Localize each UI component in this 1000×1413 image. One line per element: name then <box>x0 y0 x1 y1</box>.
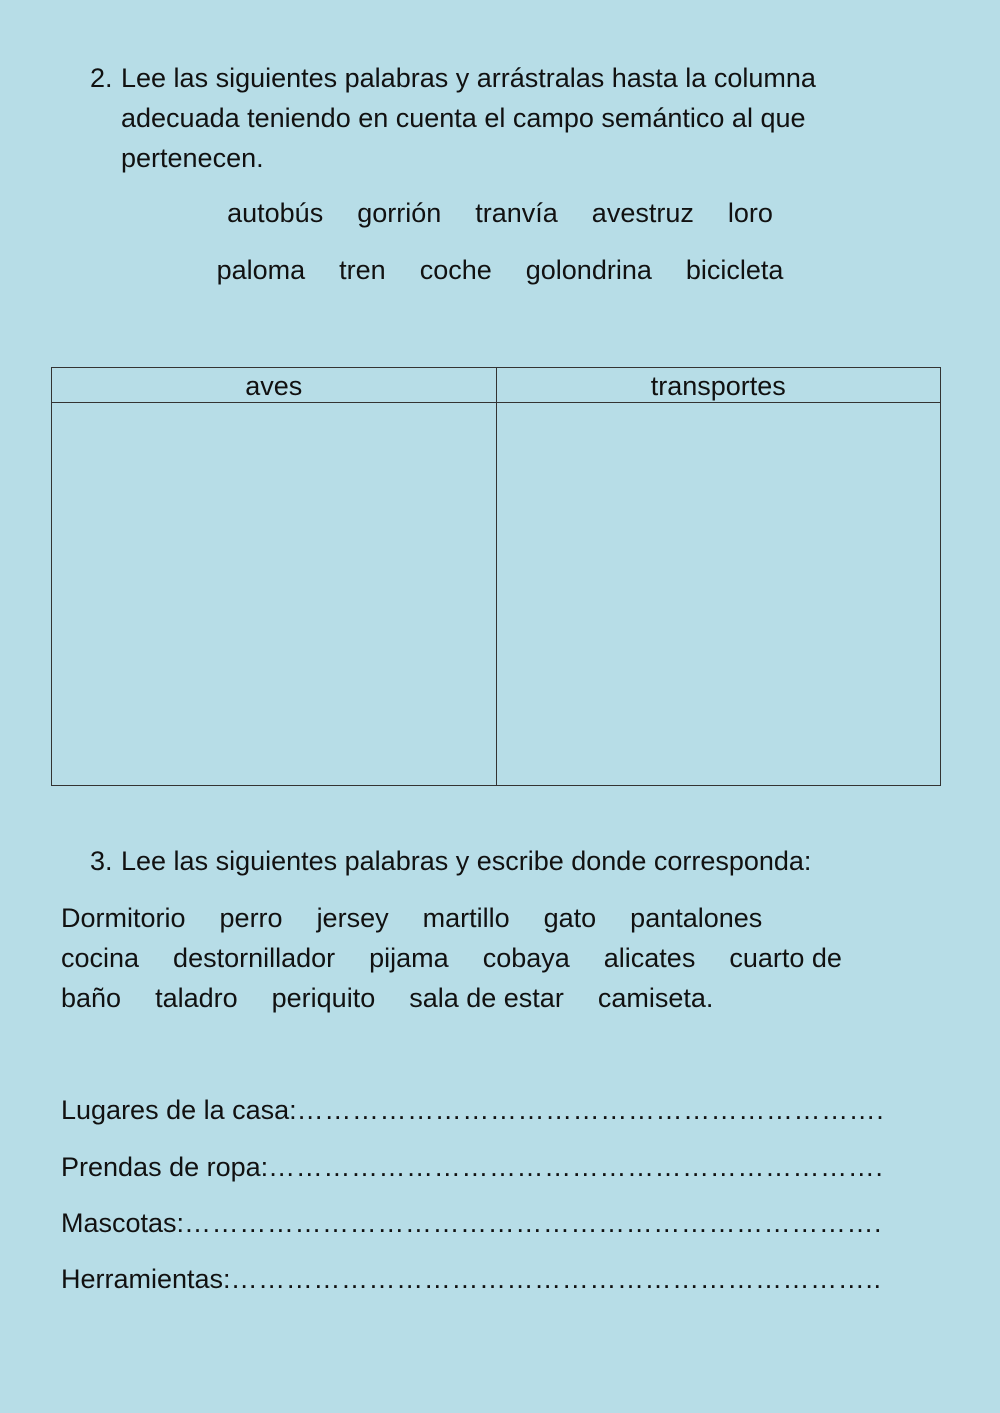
word: periquito <box>271 983 376 1013</box>
word: gato <box>543 903 597 933</box>
word-chip[interactable]: coche <box>419 255 492 285</box>
word-bank-row-2 <box>0 255 1000 286</box>
word-chip[interactable]: tranvía <box>475 198 558 228</box>
answer-blank[interactable]: …………………………………………………………….. <box>230 1264 882 1294</box>
answer-label: Mascotas: <box>61 1208 185 1238</box>
word-line-1 <box>61 898 842 938</box>
word: perro <box>219 903 283 933</box>
word: cocina <box>61 943 140 973</box>
column-transportes <box>496 368 941 785</box>
column-header-aves: aves <box>52 368 496 403</box>
word: jersey <box>316 903 389 933</box>
word: Dormitorio <box>61 903 186 933</box>
answer-herramientas[interactable] <box>61 1264 882 1295</box>
word-line-3 <box>61 978 842 1018</box>
word-chip[interactable]: golondrina <box>525 255 652 285</box>
exercise2-instruction-line-1: Lee las siguientes palabras y arrástralas hasta la columna <box>121 63 816 93</box>
word-chip[interactable]: bicicleta <box>685 255 784 285</box>
exercise2-instruction-line-3: pertenecen. <box>121 143 264 173</box>
word-chip[interactable]: loro <box>727 198 773 228</box>
answer-blank[interactable]: …………………………………………………………………. <box>184 1208 883 1238</box>
answer-label: Prendas de ropa: <box>61 1152 269 1182</box>
answer-label: Herramientas: <box>61 1264 231 1294</box>
word-line-2 <box>61 938 842 978</box>
word: pantalones <box>630 903 763 933</box>
answer-blank[interactable]: …………………………………………………………. <box>268 1152 884 1182</box>
exercise2-instruction-line-2: adecuada teniendo en cuenta el campo semántico al que <box>121 103 806 133</box>
word-chip[interactable]: autobús <box>227 198 324 228</box>
exercise3-instruction: Lee las siguientes palabras y escribe donde corresponda: <box>121 846 812 876</box>
word: taladro <box>155 983 238 1013</box>
word: cobaya <box>482 943 570 973</box>
word: alicates <box>603 943 696 973</box>
word-chip[interactable]: paloma <box>216 255 306 285</box>
exercise3-word-list <box>61 898 842 1018</box>
exercise3-number: 3. <box>90 846 113 876</box>
word: destornillador <box>173 943 336 973</box>
word-chip[interactable]: avestruz <box>591 198 694 228</box>
column-aves <box>52 368 496 785</box>
word: baño <box>61 983 122 1013</box>
answer-blank[interactable]: ………………………………………………………. <box>296 1095 885 1125</box>
word-chip[interactable]: gorrión <box>357 198 442 228</box>
word: martillo <box>422 903 510 933</box>
classification-table <box>51 367 941 786</box>
column-header-transportes: transportes <box>497 368 941 403</box>
word-bank-row-1 <box>0 198 1000 229</box>
drop-zone-transportes[interactable] <box>497 403 941 785</box>
word: camiseta. <box>597 983 714 1013</box>
word-chip[interactable]: tren <box>339 255 386 285</box>
word: cuarto de <box>729 943 842 973</box>
answer-label: Lugares de la casa: <box>61 1095 297 1125</box>
exercise2-number: 2. <box>90 63 113 93</box>
answer-lugares-de-la-casa[interactable] <box>61 1095 884 1126</box>
drop-zone-aves[interactable] <box>52 403 496 785</box>
answer-mascotas[interactable] <box>61 1208 882 1239</box>
answer-prendas-de-ropa[interactable] <box>61 1152 883 1183</box>
word: pijama <box>369 943 449 973</box>
word: sala de estar <box>409 983 564 1013</box>
